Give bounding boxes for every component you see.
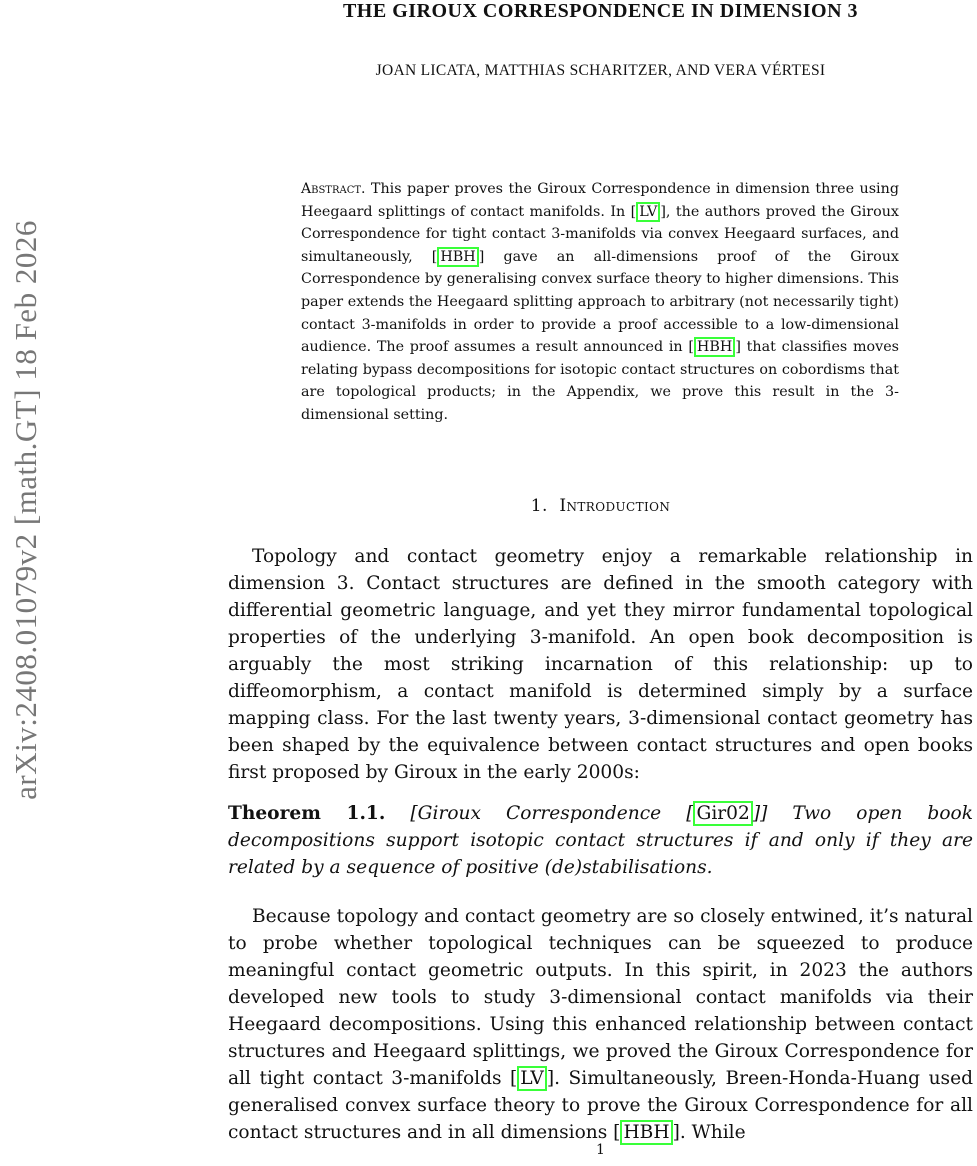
citation-link[interactable]: HBH: [437, 247, 478, 267]
citation-link[interactable]: HBH: [620, 1120, 672, 1145]
citation-link[interactable]: Gir02: [693, 801, 752, 826]
abstract-text: ] that classifies moves relating bypass decompositions for isotopic contact structures on cobordisms that are topological products; in the Appendix, we prove this result in the 3-dimensional setting.: [301, 339, 900, 423]
citation-link[interactable]: LV: [517, 1066, 547, 1091]
arxiv-id-stamp: arXiv:2408.01079v2 [math.GT] 18 Feb 2026: [8, 220, 43, 800]
arxiv-sidebar: [0, 0, 52, 920]
page-number: 1: [596, 1142, 605, 1158]
section-number: 1.: [530, 496, 548, 516]
abstract-text: This paper proves the Giroux Correspondence in dimension three using Heegaard splittings of contact manifolds. In [: [301, 181, 899, 220]
theorem-text: ]] Two open book decompositions support isotopic contact structures if and only if they are related by a sequence of positive (de)stabilisations.: [228, 803, 973, 878]
theorem-label: Theorem 1.1.: [228, 803, 386, 824]
abstract: [301, 178, 899, 427]
paragraph-text: ]. While: [672, 1122, 746, 1143]
citation-link[interactable]: HBH: [694, 337, 735, 357]
abstract-text: ], the authors proved the Giroux Correspondence for tight contact 3-manifolds via convex Heegaard surfaces, and simultaneously, [: [301, 203, 899, 265]
theorem-block: [228, 800, 973, 881]
body-paragraph: [228, 903, 973, 1146]
paragraph-text: ]. Simultaneously, Breen-Honda-Huang used generalised convex surface theory to prove the Giroux Correspondence for all contact structures and in all dimensions [: [228, 1068, 973, 1143]
paper-authors: JOAN LICATA, MATTHIAS SCHARITZER, AND VERA VÉRTESI: [375, 62, 826, 79]
paper-title: THE GIROUX CORRESPONDENCE IN DIMENSION 3: [342, 0, 859, 22]
intro-paragraph: Topology and contact geometry enjoy a remarkable relationship in dimension 3. Contact structures are defined in the smooth category with differential geometric language, and yet they mirror fundamental topological properties of the underlying 3-manifold. An open book decomposition is arguably the most striking incarnation of this relationship: up to diffeomorphism, a contact manifold is determined simply by a surface mapping class. For the last twenty years, 3-dimensional contact geometry has been shaped by the equivalence between contact structures and open books first proposed by Giroux in the early 2000s:: [228, 546, 973, 783]
paragraph-text: Because topology and contact geometry are so closely entwined, it’s natural to probe whether topological techniques can be squeezed to produce meaningful contact geometric outputs. In this spirit, in 2023 the authors developed new tools to study 3-dimensional contact manifolds via their Heegaard decompositions. Using this enhanced relationship between contact structures and Heegaard splittings, we proved the Giroux Correspondence for all tight contact 3-manifolds [: [228, 906, 973, 1089]
section-title: Introduction: [559, 496, 671, 516]
theorem-text: [Giroux Correspondence [: [385, 803, 694, 824]
section-heading: [228, 496, 973, 516]
abstract-text: ] gave an all-dimensions proof of the Giroux Correspondence by generalising convex surface theory to higher dimensions. This paper extends the Heegaard splitting approach to arbitrary (not necessarily tight) contact 3-manifolds in order to provide a proof accessible to a low-dimensional audience. The proof assumes a result announced in [: [301, 248, 899, 356]
citation-link[interactable]: LV: [636, 202, 660, 222]
abstract-label: Abstract.: [301, 181, 366, 197]
